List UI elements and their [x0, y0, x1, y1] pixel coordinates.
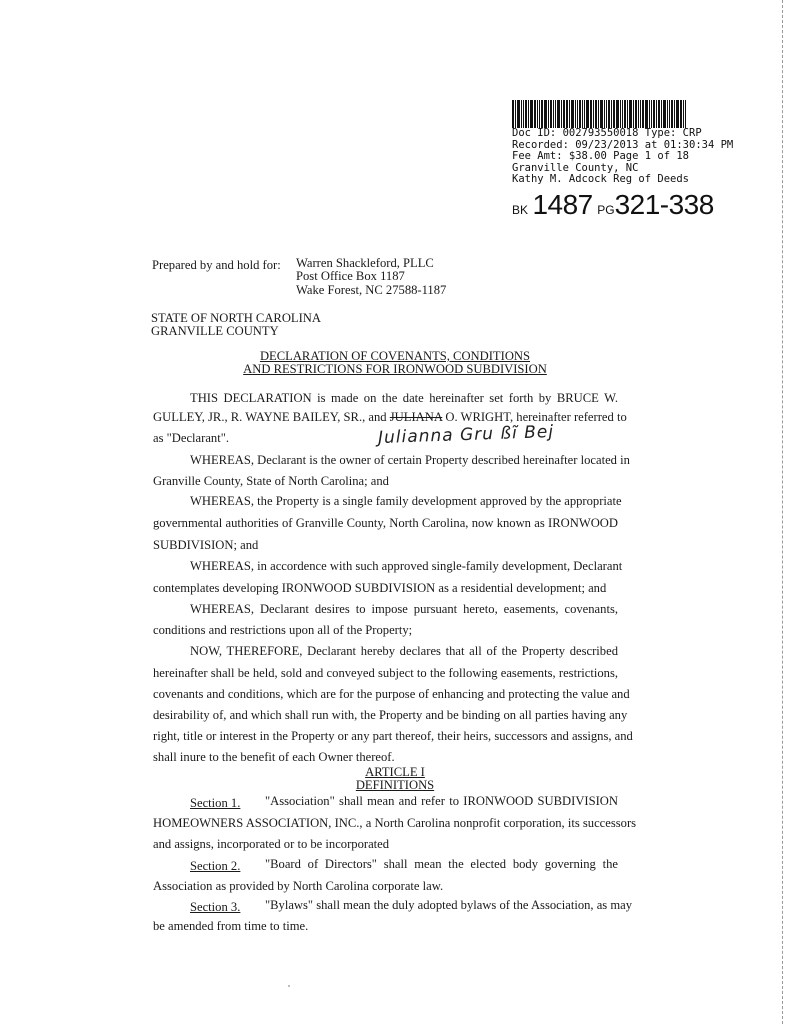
- barcode-bar: [550, 100, 552, 128]
- barcode-bar: [620, 100, 621, 128]
- barcode-bar: [671, 100, 673, 128]
- barcode-bar: [635, 100, 637, 128]
- barcode-bar: [525, 100, 527, 128]
- barcode-bar: [653, 100, 655, 128]
- barcode-bar: [539, 100, 540, 128]
- barcode-bar: [645, 100, 648, 128]
- para3-line3: SUBDIVISION; and: [153, 538, 259, 552]
- section-2-line1: "Board of Directors" shall mean the elected body governing the: [265, 857, 618, 871]
- para2-line2: Granville County, State of North Carolina; and: [153, 474, 389, 488]
- para4-line2: contemplates developing IRONWOOD SUBDIVISION as a residential development; and: [153, 581, 607, 595]
- para3-line2: governmental authorities of Granville County, North Carolina, now known as IRONWOOD: [153, 516, 618, 530]
- document-title-line-2: AND RESTRICTIONS FOR IRONWOOD SUBDIVISION: [243, 362, 547, 376]
- section-3-line1: "Bylaws" shall mean the duly adopted bylaws of the Association, as may: [265, 898, 633, 912]
- para5-line2: conditions and restrictions upon all of the Property;: [153, 623, 413, 637]
- barcode-bar: [629, 100, 632, 128]
- barcode-bar: [593, 100, 594, 128]
- barcode: [512, 100, 724, 128]
- barcode-bar: [512, 100, 514, 128]
- barcode-bar: [595, 100, 597, 128]
- barcode-bar: [523, 100, 524, 128]
- para6-line4: desirability of, and which shall run with, the Property and be binding on all parties having any: [153, 708, 628, 722]
- barcode-bar: [674, 100, 675, 128]
- barcode-bar: [530, 100, 533, 128]
- barcode-bar: [600, 100, 603, 128]
- book-label: BK: [512, 202, 529, 217]
- barcode-bar: [638, 100, 639, 128]
- barcode-bar: [521, 100, 522, 128]
- barcode-bar: [571, 100, 574, 128]
- recording-stamp: [512, 100, 752, 221]
- scan-speck: [288, 985, 290, 987]
- barcode-bar: [598, 100, 599, 128]
- section-2-line2: Association as provided by North Carolina corporate law.: [153, 879, 444, 893]
- barcode-bar: [604, 100, 605, 128]
- barcode-bar: [555, 100, 556, 128]
- barcode-bar: [584, 100, 585, 128]
- register-of-deeds: Kathy M. Adcock Reg of Deeds: [512, 173, 690, 185]
- para2-line1: WHEREAS, Declarant is the owner of certain Property described hereinafter located in: [190, 453, 630, 467]
- barcode-bar: [608, 100, 610, 128]
- barcode-bar: [577, 100, 578, 128]
- book-number: 1487: [532, 188, 593, 220]
- barcode-bar: [548, 100, 549, 128]
- barcode-bar: [517, 100, 520, 128]
- barcode-bar: [569, 100, 570, 128]
- barcode-bar: [661, 100, 662, 128]
- para1-line2-a: GULLEY, JR., R. WAYNE BAILEY, SR., and: [153, 410, 387, 424]
- barcode-bar: [566, 100, 568, 128]
- para1-line2-b: O. WRIGHT, hereinafter referred to: [445, 410, 627, 424]
- page-label: PG: [597, 202, 615, 217]
- barcode-bar: [528, 100, 529, 128]
- section-2-label: Section 2.: [190, 859, 241, 873]
- barcode-bar: [582, 100, 583, 128]
- para1-line1: THIS DECLARATION is made on the date hereinafter set forth by BRUCE W.: [190, 391, 618, 405]
- barcode-bar: [586, 100, 589, 128]
- page-range: 321-338: [614, 188, 714, 220]
- barcode-bar: [541, 100, 543, 128]
- barcode-bar: [563, 100, 565, 128]
- barcode-bar: [680, 100, 682, 128]
- section-1-line1: "Association" shall mean and refer to IRONWOOD SUBDIVISION: [265, 794, 618, 808]
- barcode-bar: [613, 100, 615, 128]
- section-3-line2: be amended from time to time.: [153, 919, 309, 933]
- barcode-bar: [676, 100, 679, 128]
- para3-line1: WHEREAS, the Property is a single family development approved by the appropriate: [190, 494, 622, 508]
- para1-line3: as "Declarant".: [153, 431, 230, 445]
- scan-edge: [782, 0, 783, 1024]
- barcode-bar: [624, 100, 626, 128]
- barcode-bar: [663, 100, 666, 128]
- barcode-bar: [575, 100, 576, 128]
- recorded-datetime: Recorded: 09/23/2013 at 01:30:34 PM: [512, 138, 734, 151]
- barcode-bar: [553, 100, 554, 128]
- state-heading: STATE OF NORTH CAROLINA: [151, 311, 322, 325]
- barcode-bar: [561, 100, 562, 128]
- doc-id: Doc ID: 002793550018 Type: CRP: [512, 127, 702, 139]
- book-page-reference: [512, 189, 752, 221]
- barcode-bar: [683, 100, 684, 128]
- county-heading: GRANVILLE COUNTY: [151, 324, 279, 338]
- barcode-bar: [667, 100, 668, 128]
- section-1-label: Section 1.: [190, 796, 241, 810]
- barcode-bar: [669, 100, 670, 128]
- barcode-bar: [606, 100, 607, 128]
- barcode-bar: [649, 100, 650, 128]
- para6-line5: right, title or interest in the Property or any part thereof, their heirs, successors and assigns, and: [153, 729, 633, 743]
- preparer-name: Warren Shackleford, PLLC: [296, 256, 434, 270]
- barcode-bar: [627, 100, 628, 128]
- barcode-bar: [579, 100, 581, 128]
- barcode-bar: [534, 100, 536, 128]
- para6-line2: hereinafter shall be held, sold and conveyed subject to the following easements, restrictions,: [153, 666, 618, 680]
- barcode-bar: [633, 100, 634, 128]
- section-3-label: Section 3.: [190, 900, 241, 914]
- recording-county: Granville County, NC: [512, 161, 639, 174]
- barcode-bar: [590, 100, 592, 128]
- handwritten-correction: Julianna Gru ßĩ Bej: [377, 421, 555, 449]
- section-1-line2: HOMEOWNERS ASSOCIATION, INC., a North Carolina nonprofit corporation, its successors: [153, 816, 637, 830]
- prepared-by-label: Prepared by and hold for:: [152, 258, 281, 272]
- article-subheading: DEFINITIONS: [355, 778, 435, 792]
- barcode-bar: [658, 100, 660, 128]
- barcode-bar: [557, 100, 560, 128]
- preparer-address-2: Wake Forest, NC 27588-1187: [296, 283, 447, 297]
- barcode-bar: [651, 100, 652, 128]
- preparer-address-1: Post Office Box 1187: [296, 269, 405, 283]
- fee-amount: Fee Amt: $38.00 Page 1 of 18: [512, 150, 690, 162]
- barcode-bar: [544, 100, 547, 128]
- struck-name: JULIANA: [389, 410, 443, 424]
- para5-line1: WHEREAS, Declarant desires to impose pursuant hereto, easements, covenants,: [190, 602, 618, 616]
- document-title-line-1: DECLARATION OF COVENANTS, CONDITIONS: [259, 349, 531, 363]
- para6-line6: shall inure to the benefit of each Owner thereof.: [153, 750, 395, 764]
- section-1-line3: and assigns, incorporated or to be incorporated: [153, 837, 390, 851]
- barcode-bar: [642, 100, 644, 128]
- para6-line3: covenants and conditions, which are for the purpose of enhancing and protecting the value and: [153, 687, 630, 701]
- barcode-bar: [640, 100, 641, 128]
- barcode-bar: [515, 100, 516, 128]
- barcode-bar: [611, 100, 612, 128]
- para6-line1: NOW, THEREFORE, Declarant hereby declares that all of the Property described: [190, 644, 618, 658]
- barcode-bar: [537, 100, 538, 128]
- barcode-bar: [616, 100, 619, 128]
- barcode-bar: [622, 100, 623, 128]
- article-heading: ARTICLE I: [365, 765, 425, 779]
- barcode-bar: [656, 100, 657, 128]
- para4-line1: WHEREAS, in accordence with such approved single-family development, Declarant: [190, 559, 623, 573]
- barcode-bar: [685, 100, 686, 128]
